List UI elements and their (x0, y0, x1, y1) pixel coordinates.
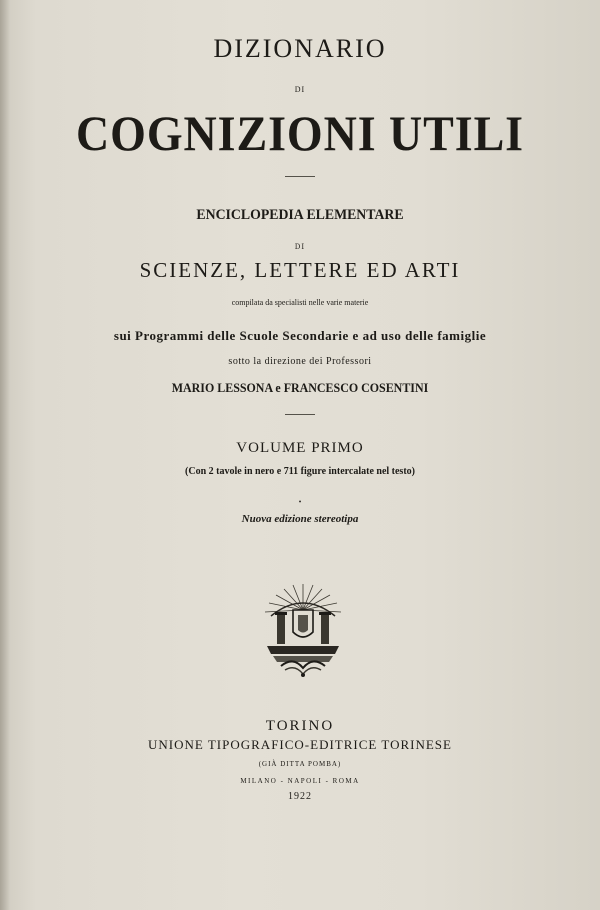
subtitle-enciclopedia: ENCICLOPEDIA ELEMENTARE (196, 207, 404, 223)
imprint-publisher: UNIONE TIPOGRAFICO-EDITRICE TORINESE (148, 737, 452, 752)
imprint-year: 1922 (288, 791, 312, 802)
programs-line: sui Programmi delle Scuole Secondarie e ad uso delle famiglie (113, 328, 487, 343)
subtitle-di: DI (294, 243, 306, 251)
subject-line: SCIENZE, LETTERE ED ARTI (139, 258, 461, 282)
direction-line: sotto la direzione dei Professori (228, 356, 372, 367)
separator-dot: • (298, 499, 302, 506)
publisher-emblem-icon (255, 580, 351, 680)
imprint-city: TORINO (265, 718, 335, 734)
imprint-cities: MILANO - NAPOLI - ROMA (240, 777, 360, 785)
authors-line: MARIO LESSONA e FRANCESCO COSENTINI (171, 380, 429, 395)
divider-rule (285, 414, 315, 415)
plates-line: (Con 2 tavole in nero e 711 figure intercalate nel testo) (185, 466, 415, 477)
volume-line: VOLUME PRIMO (236, 440, 364, 456)
divider-rule (285, 176, 315, 177)
title-di: DI (294, 85, 306, 94)
compiled-line: compilata da specialisti nelle varie materie (231, 298, 369, 307)
imprint-formerly: (GIÀ DITTA POMBA) (258, 760, 342, 768)
title-dizionario: DIZIONARIO (213, 34, 387, 63)
title-cognizioni-utili: COGNIZIONI UTILI (75, 105, 524, 161)
edition-line: Nuova edizione stereotipa (241, 513, 359, 525)
